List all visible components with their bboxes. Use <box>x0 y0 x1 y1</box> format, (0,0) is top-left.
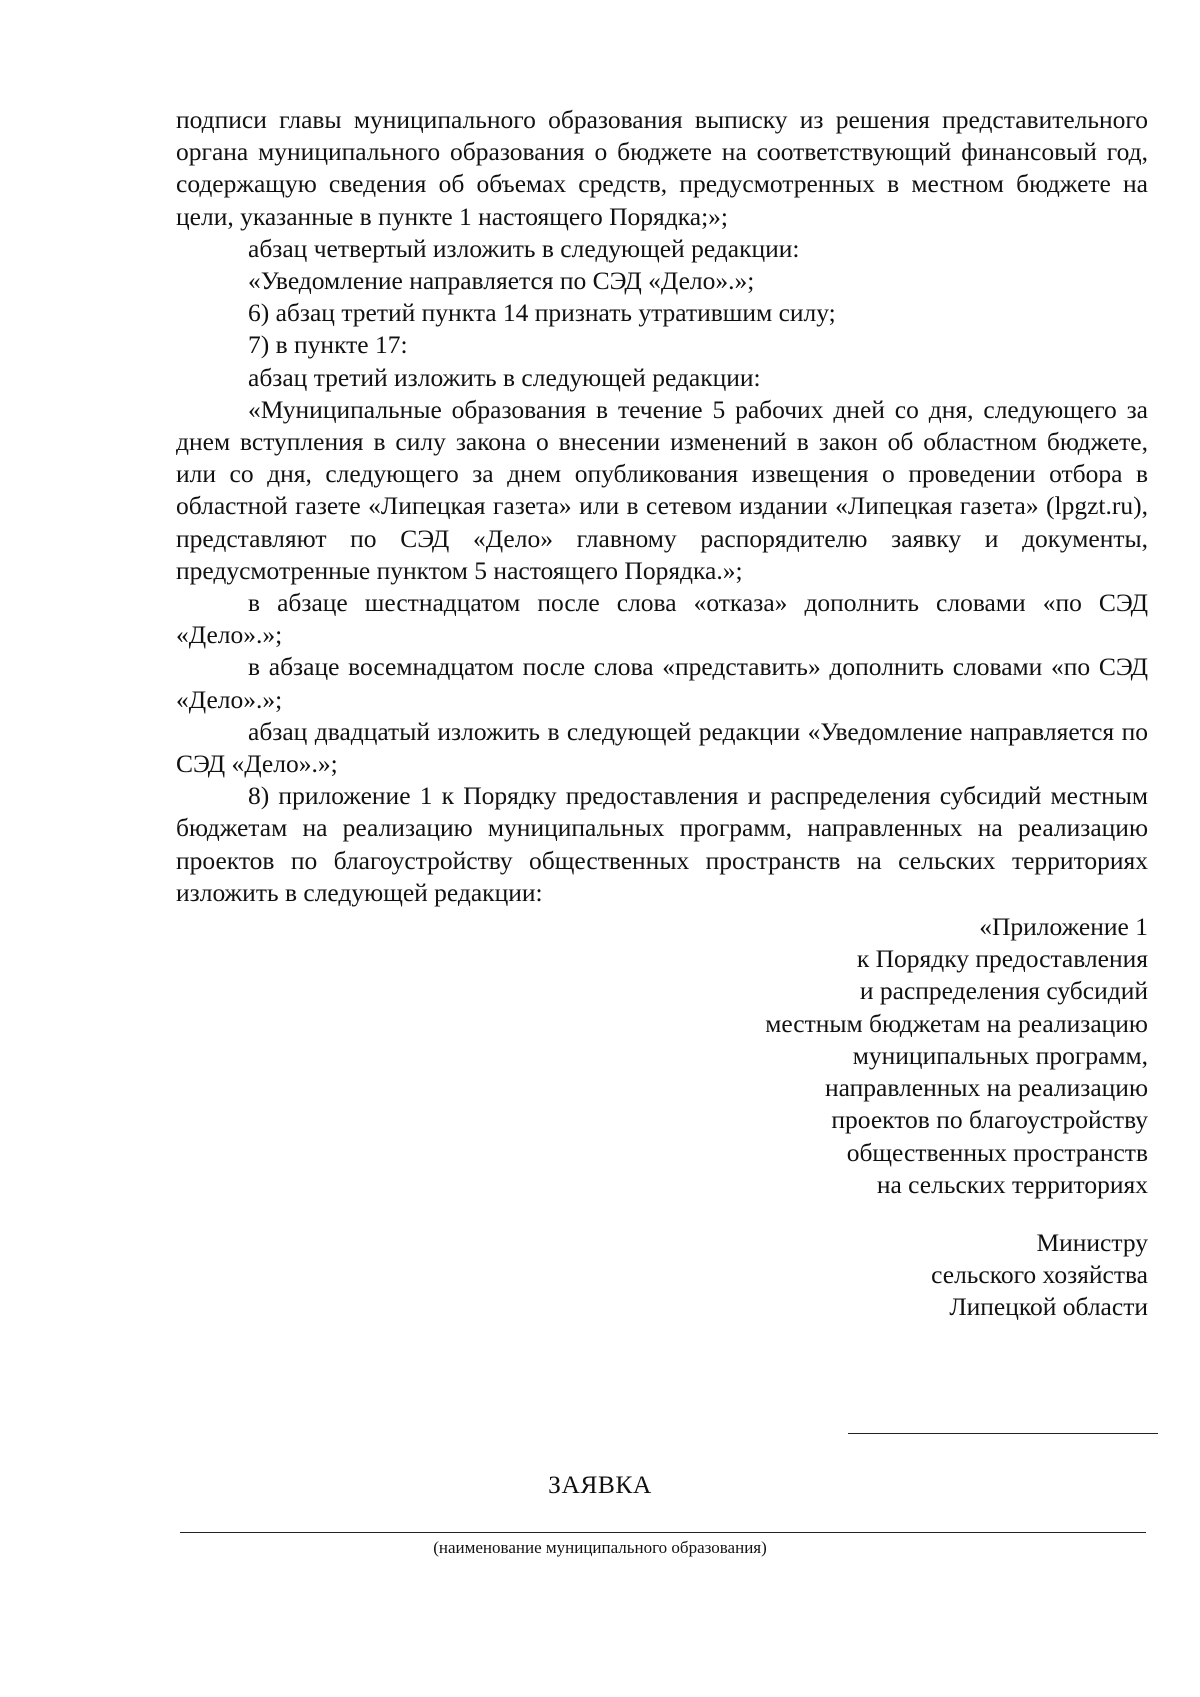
addressee-line: сельского хозяйства <box>931 1260 1148 1290</box>
appendix-line: «Приложение 1 <box>979 912 1148 942</box>
appendix-line: местным бюджетам на реализацию <box>765 1008 1148 1038</box>
paragraph-3: «Уведомление направляется по СЭД «Дело».»; <box>248 266 755 296</box>
appendix-line: на сельских территориях <box>876 1169 1148 1199</box>
paragraph-4: 6) абзац третий пункта 14 признать утратившим силу; <box>248 298 836 328</box>
paragraph-10: абзац двадцатый изложить в следующей редакции «Уведомление направляется по СЭД «Дело».»; <box>176 716 1148 779</box>
appendix-line: к Порядку предоставления <box>856 944 1148 974</box>
municipality-name-line <box>180 1532 1146 1533</box>
paragraph-1: подписи главы муниципального образования выписку из решения представительного органа муниципального образования о бюджете на соответствующий финансовый год, содержащую сведения об объемах средств, предусмотренных в местном бюджете на цели, указанные в пункте 1 настоящего Порядка;»; <box>176 105 1148 231</box>
paragraph-8: в абзаце шестнадцатом после слова «отказа» дополнить словами «по СЭД «Дело».»; <box>176 588 1148 650</box>
paragraph-11: 8) приложение 1 к Порядку предоставления и распределения субсидий местным бюджетам на реализацию муниципальных программ, направленных на реализацию проектов по благоустройству общественных пространств на сельских территориях изложить в следующей редакции: <box>176 781 1148 907</box>
paragraph-6: абзац третий изложить в следующей редакции: <box>248 362 761 392</box>
paragraph-7: «Муниципальные образования в течение 5 рабочих дней со дня, следующего за днем вступления в силу закона о внесении изменений в закон об областном бюджете, или со дня, следующего за днем опубликования извещения о проведении отбора в областной газете «Липецкая газета» или в сетевом издании «Липецкая газета» (lpgzt.ru), представляют по СЭД «Дело» главному распорядителю заявку и документы, предусмотренные пунктом 5 настоящего Порядка.»; <box>176 394 1148 585</box>
paragraph-5: 7) в пункте 17: <box>248 330 408 360</box>
addressee-line: Липецкой области <box>949 1292 1148 1322</box>
municipality-name-caption: (наименование муниципального образования) <box>433 1538 767 1557</box>
form-title: ЗАЯВКА <box>548 1470 652 1499</box>
document-body <box>176 104 1148 1324</box>
appendix-line: и распределения субсидий <box>859 976 1148 1006</box>
appendix-line: направленных на реализацию <box>824 1073 1148 1103</box>
signature-line <box>848 1433 1158 1434</box>
addressee-block <box>176 1227 1148 1324</box>
appendix-header <box>176 911 1148 1201</box>
appendix-line: муниципальных программ, <box>852 1040 1148 1070</box>
appendix-line: общественных пространств <box>846 1137 1148 1167</box>
appendix-line: проектов по благоустройству <box>831 1105 1148 1135</box>
addressee-line: Министру <box>1036 1227 1148 1257</box>
paragraph-9: в абзаце восемнадцатом после слова «представить» дополнить словами «по СЭД «Дело».»; <box>176 652 1148 714</box>
paragraph-2: абзац четвертый изложить в следующей редакции: <box>248 233 800 263</box>
